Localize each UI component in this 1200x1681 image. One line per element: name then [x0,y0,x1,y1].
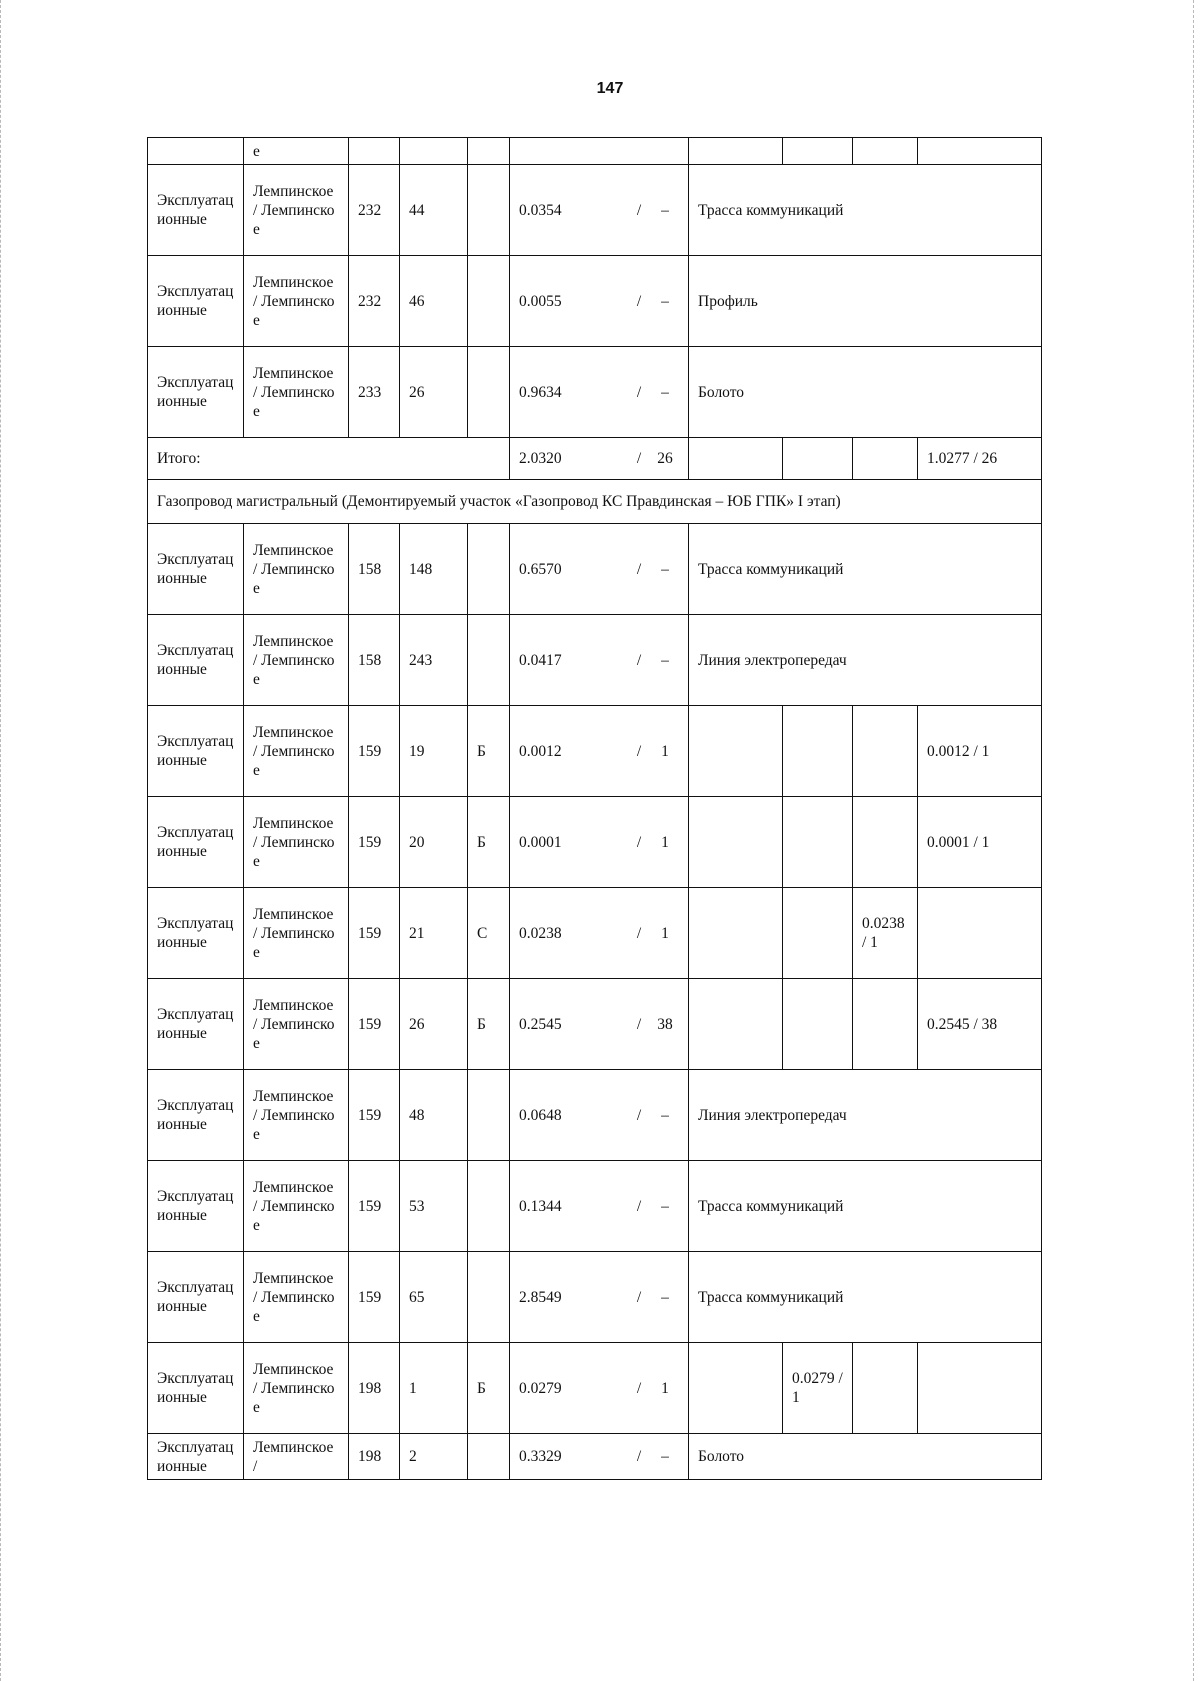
area-count-separator: / [636,1197,642,1215]
area-count-separator: / [636,1288,642,1306]
table-row-continued [148,138,1042,165]
category-cell: Эксплуатационные [148,706,244,797]
area-count-cell [510,347,689,438]
c4-cell: 0.2545 / 38 [918,979,1042,1070]
total-row [148,438,1042,480]
type-cell: Б [468,797,510,888]
area-count-cell [510,1252,689,1343]
category-cell: Эксплуатационные [148,1434,244,1480]
area-value: 0.0354 [519,201,562,219]
area-count-separator: / [636,742,642,760]
area-count-group [519,449,679,468]
empty-cell [400,138,468,165]
page-number: 147 [596,80,624,97]
area-count-cell [510,979,689,1070]
empty-cell [689,138,783,165]
area-count-cell [510,1434,689,1480]
note-cell: Профиль [689,256,1042,347]
c2-cell [783,979,853,1070]
type-cell [468,347,510,438]
block-cell: 158 [349,615,400,706]
settlement-cell: Лемпинское / Лемпинское [244,615,349,706]
table-row [148,706,1042,797]
table-row [148,1070,1042,1161]
type-cell [468,1434,510,1480]
area-count-separator: / [636,450,642,467]
table-row [148,1161,1042,1252]
type-cell [468,524,510,615]
category-cell: Эксплуатационные [148,524,244,615]
table-row [148,256,1042,347]
area-count-cell [510,1343,689,1434]
count-value: 1 [661,742,669,760]
type-cell [468,1161,510,1252]
empty-cell [510,138,689,165]
count-value: 26 [657,450,673,467]
block-cell: 159 [349,979,400,1070]
block-cell: 159 [349,1161,400,1252]
c1-cell [689,797,783,888]
type-cell: С [468,888,510,979]
block-cell: 198 [349,1343,400,1434]
area-count-separator: / [636,1015,642,1033]
plot-cell: 26 [400,979,468,1070]
settlement-cell: Лемпинское / [244,1434,349,1480]
count-value: – [661,1106,669,1124]
c3-cell [853,706,918,797]
category-cell: Эксплуатационные [148,165,244,256]
area-value: 0.0417 [519,651,562,669]
area-count-group [519,1015,679,1034]
count-value: 1 [661,833,669,851]
area-count-cell [510,256,689,347]
c1-cell [689,1343,783,1434]
area-value: 0.9634 [519,383,562,401]
table-row [148,615,1042,706]
type-cell [468,165,510,256]
area-value: 0.0648 [519,1106,562,1124]
plot-cell: 243 [400,615,468,706]
area-count-cell [510,797,689,888]
area-value: 0.0238 [519,924,562,942]
area-count-cell [510,706,689,797]
area-value: 0.0279 [519,1379,562,1397]
empty-cell [853,138,918,165]
area-count-separator: / [636,383,642,401]
block-cell: 232 [349,165,400,256]
area-count-cell [510,888,689,979]
c2-cell [783,706,853,797]
empty-cell [918,138,1042,165]
scan-edge-left [0,0,5,1681]
area-count-group [519,560,679,579]
settlement-cell: Лемпинское / Лемпинское [244,1161,349,1252]
area-count-separator: / [636,201,642,219]
block-cell: 159 [349,1252,400,1343]
block-cell: 233 [349,347,400,438]
settlement-cell: Лемпинское / Лемпинское [244,706,349,797]
note-cell: Трасса коммуникаций [689,1252,1042,1343]
type-cell: Б [468,706,510,797]
plot-cell: 65 [400,1252,468,1343]
count-value: – [661,1197,669,1215]
plot-cell: 19 [400,706,468,797]
category-cell: Эксплуатационные [148,347,244,438]
area-count-group [519,742,679,761]
area-count-cell [510,615,689,706]
area-count-group [519,201,679,220]
c3-cell [853,979,918,1070]
plot-cell: 48 [400,1070,468,1161]
c1-cell [689,979,783,1070]
plot-cell: 53 [400,1161,468,1252]
area-count-separator: / [636,560,642,578]
c4-cell: 0.0001 / 1 [918,797,1042,888]
empty-cell [349,138,400,165]
type-cell: Б [468,979,510,1070]
plot-cell: 21 [400,888,468,979]
area-count-separator: / [636,651,642,669]
table-row [148,1343,1042,1434]
note-cell: Линия электропередач [689,1070,1042,1161]
category-cell: Эксплуатационные [148,979,244,1070]
table-row [148,165,1042,256]
count-value: – [661,201,669,219]
count-value: 1 [661,924,669,942]
area-value: 2.0320 [519,450,562,467]
table-row [148,524,1042,615]
area-count-group [519,1447,679,1466]
note-cell: Трасса коммуникаций [689,1161,1042,1252]
type-cell [468,256,510,347]
block-cell: 159 [349,1070,400,1161]
area-count-group [519,833,679,852]
plot-cell: 26 [400,347,468,438]
settlement-cell: Лемпинское / Лемпинское [244,1070,349,1161]
category-cell: Эксплуатационные [148,256,244,347]
category-cell: Эксплуатационные [148,888,244,979]
category-cell: Эксплуатационные [148,1161,244,1252]
count-value: – [661,1448,669,1465]
count-value: – [661,651,669,669]
table-row [148,979,1042,1070]
block-cell: 198 [349,1434,400,1480]
plot-cell: 148 [400,524,468,615]
category-cell: Эксплуатационные [148,1070,244,1161]
section-title: Газопровод магистральный (Демонтируемый участок «Газопровод КС Правдинская – ЮБ ГПК» I этап) [148,480,1042,524]
area-count-group [519,1288,679,1307]
scan-edge-right [1189,0,1194,1681]
area-count-separator: / [636,924,642,942]
area-count-group [519,1197,679,1216]
settlement-cell: Лемпинское / Лемпинское [244,1343,349,1434]
note-cell: Болото [689,347,1042,438]
table-row [148,797,1042,888]
area-value: 0.0012 [519,742,562,760]
block-cell: 159 [349,888,400,979]
area-count-cell [510,1070,689,1161]
type-cell [468,1252,510,1343]
c3-cell [853,797,918,888]
type-cell: Б [468,1343,510,1434]
table-row [148,347,1042,438]
block-cell: 232 [349,256,400,347]
count-value: 1 [661,1379,669,1397]
area-count-cell [510,1161,689,1252]
area-count-separator: / [636,1379,642,1397]
block-cell: 158 [349,524,400,615]
section-title-row [148,480,1042,524]
count-value: 38 [657,1015,673,1033]
count-value: – [661,292,669,310]
type-cell [468,615,510,706]
area-count-separator: / [636,1448,642,1465]
category-cell [148,138,244,165]
category-cell: Эксплуатационные [148,615,244,706]
c3-cell [853,1343,918,1434]
note-cell: Линия электропередач [689,615,1042,706]
count-value: – [661,383,669,401]
area-count-separator: / [636,292,642,310]
block-cell: 159 [349,797,400,888]
c2-cell [783,888,853,979]
settlement-cell: Лемпинское / Лемпинское [244,888,349,979]
c3-cell: 0.0238 / 1 [853,888,918,979]
c4-cell [918,1343,1042,1434]
area-count-cell [510,438,689,480]
c1-cell [689,888,783,979]
plot-cell: 46 [400,256,468,347]
settlement-cell: Лемпинское / Лемпинское [244,165,349,256]
c2-cell: 0.0279 / 1 [783,1343,853,1434]
area-count-separator: / [636,833,642,851]
note-cell: Трасса коммуникаций [689,165,1042,256]
settlement-cell: Лемпинское / Лемпинское [244,1252,349,1343]
area-count-group [519,383,679,402]
area-count-group [519,651,679,670]
area-value: 2.8549 [519,1288,562,1306]
plot-cell: 2 [400,1434,468,1480]
settlement-cell: е [244,138,349,165]
c4-cell: 0.0012 / 1 [918,706,1042,797]
area-value: 0.2545 [519,1015,562,1033]
area-count-group [519,924,679,943]
note-cell: Болото [689,1434,1042,1480]
category-cell: Эксплуатационные [148,1343,244,1434]
area-value: 0.0055 [519,292,562,310]
c4-cell: 1.0277 / 26 [918,438,1042,480]
settlement-cell: Лемпинское / Лемпинское [244,524,349,615]
count-value: – [661,1288,669,1306]
area-value: 0.1344 [519,1197,562,1215]
area-count-group [519,1379,679,1398]
category-cell: Эксплуатационные [148,1252,244,1343]
c1-cell [689,706,783,797]
c1-cell [689,438,783,480]
land-plots-table [147,137,1042,1480]
area-count-cell [510,165,689,256]
settlement-cell: Лемпинское / Лемпинское [244,797,349,888]
block-cell: 159 [349,706,400,797]
plot-cell: 20 [400,797,468,888]
area-count-cell [510,524,689,615]
settlement-cell: Лемпинское / Лемпинское [244,979,349,1070]
area-count-group [519,292,679,311]
area-value: 0.3329 [519,1448,562,1465]
plot-cell: 44 [400,165,468,256]
c4-cell [918,888,1042,979]
count-value: – [661,560,669,578]
plot-cell: 1 [400,1343,468,1434]
note-cell: Трасса коммуникаций [689,524,1042,615]
area-value: 0.6570 [519,560,562,578]
settlement-cell: Лемпинское / Лемпинское [244,347,349,438]
category-cell: Эксплуатационные [148,797,244,888]
area-value: 0.0001 [519,833,562,851]
empty-cell [783,138,853,165]
total-label: Итого: [148,438,510,480]
c2-cell [783,438,853,480]
settlement-cell: Лемпинское / Лемпинское [244,256,349,347]
area-count-separator: / [636,1106,642,1124]
table-row [148,888,1042,979]
type-cell [468,1070,510,1161]
c3-cell [853,438,918,480]
table-body [148,138,1042,1480]
area-count-group [519,1106,679,1125]
table-row [148,1434,1042,1480]
c2-cell [783,797,853,888]
empty-cell [468,138,510,165]
table-row [148,1252,1042,1343]
